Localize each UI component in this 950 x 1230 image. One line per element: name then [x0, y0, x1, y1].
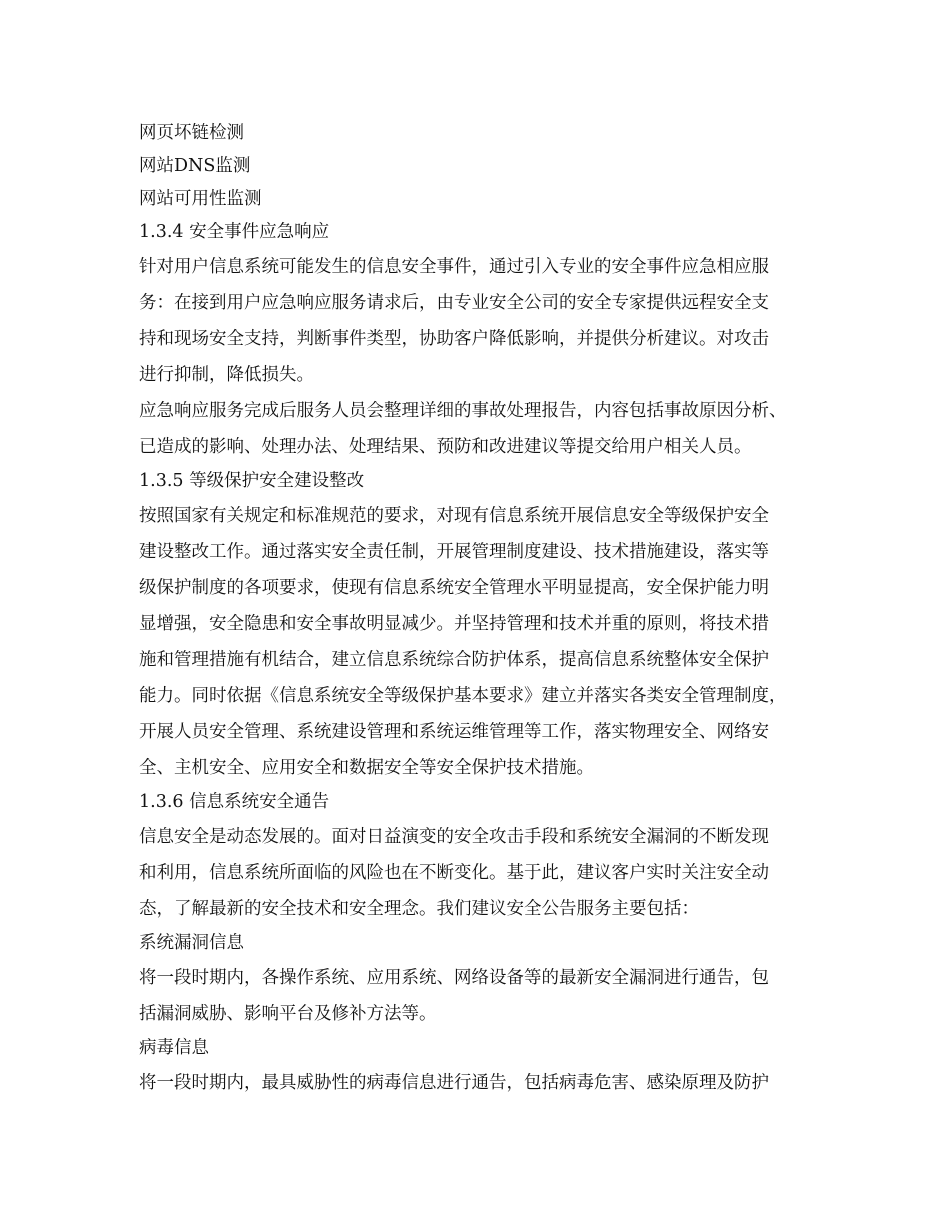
text-line: 已造成的影响、处理办法、处理结果、预防和改进建议等提交给用户相关人员。 [139, 437, 752, 457]
section-heading [139, 786, 819, 819]
text-line: 显增强，安全隐患和安全事故明显减少。并坚持管理和技术并重的原则，将技术措 [139, 614, 769, 634]
text-line: 应急响应服务完成后服务人员会整理详细的事故处理报告，内容包括事故原因分析、 [139, 401, 787, 421]
text-line: 网站DNS监测 [139, 156, 251, 176]
text-line: 针对用户信息系统可能发生的信息安全事件，通过引入专业的安全事件应急相应服 [139, 257, 769, 277]
text-line: 信息安全是动态发展的。面对日益演变的安全攻击手段和系统安全漏洞的不断发现 [139, 827, 769, 847]
paragraph [139, 1065, 819, 1101]
text-line: 1.3.5 等级保护安全建设整改 [139, 471, 365, 491]
list-item [139, 117, 819, 150]
text-line: 施和管理措施有机结合，建立信息系统综合防护体系，提高信息系统整体安全保护 [139, 650, 769, 670]
text-line: 能力。同时依据《信息系统安全等级保护基本要求》建立并落实各类安全管理制度， [139, 686, 787, 706]
list-item [139, 183, 819, 216]
text-line: 态，了解最新的安全技术和安全理念。我们建议安全公告服务主要包括： [139, 899, 699, 919]
text-line: 将一段时期内，最具威胁性的病毒信息进行通告，包括病毒危害、感染原理及防护 [139, 1073, 769, 1093]
paragraph [139, 393, 819, 465]
section-heading [139, 216, 819, 249]
text-line: 病毒信息 [139, 1038, 209, 1058]
text-line: 进行抑制，降低损失。 [139, 365, 314, 385]
text-line: 网页坏链检测 [139, 123, 244, 143]
list-item [139, 927, 819, 960]
text-line: 建设整改工作。通过落实安全责任制，开展管理制度建设、技术措施建设，落实等 [139, 542, 769, 562]
paragraph [139, 249, 819, 393]
list-item [139, 1032, 819, 1065]
text-line: 全、主机安全、应用安全和数据安全等安全保护技术措施。 [139, 758, 594, 778]
section-heading [139, 465, 819, 498]
paragraph [139, 960, 819, 1032]
text-line: 1.3.6 信息系统安全通告 [139, 792, 330, 812]
text-line: 将一段时期内，各操作系统、应用系统、网络设备等的最新安全漏洞进行通告，包 [139, 968, 769, 988]
text-line: 网站可用性监测 [139, 189, 262, 209]
paragraph [139, 498, 819, 786]
text-line: 1.3.4 安全事件应急响应 [139, 222, 330, 242]
text-line: 括漏洞威胁、影响平台及修补方法等。 [139, 1004, 437, 1024]
text-line: 系统漏洞信息 [139, 933, 244, 953]
paragraph [139, 819, 819, 927]
text-line: 级保护制度的各项要求，使现有信息系统安全管理水平明显提高，安全保护能力明 [139, 578, 769, 598]
document-body [139, 117, 819, 1101]
list-item [139, 150, 819, 183]
text-line: 和利用，信息系统所面临的风险也在不断变化。基于此，建议客户实时关注安全动 [139, 863, 769, 883]
text-line: 务：在接到用户应急响应服务请求后，由专业安全公司的安全专家提供远程安全支 [139, 293, 769, 313]
text-line: 按照国家有关规定和标准规范的要求，对现有信息系统开展信息安全等级保护安全 [139, 506, 769, 526]
text-line: 开展人员安全管理、系统建设管理和系统运维管理等工作，落实物理安全、网络安 [139, 722, 769, 742]
text-line: 持和现场安全支持，判断事件类型，协助客户降低影响，并提供分析建议。对攻击 [139, 329, 769, 349]
